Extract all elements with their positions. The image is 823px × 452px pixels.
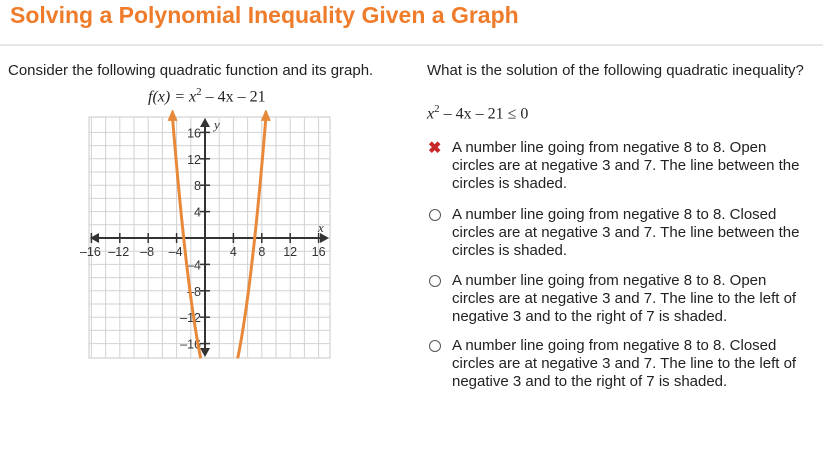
- inequality-lhs: x: [427, 105, 435, 123]
- y-tick-label: –16: [180, 337, 201, 352]
- function-exponent: 2: [196, 86, 202, 98]
- inequality-statement: [427, 103, 528, 123]
- answer-option-label: A number line going from negative 8 to 8. Closed circles are at negative 3 and 7. The line to the left of negative 3 and to the right of 7 is shaded.: [452, 337, 797, 390]
- incorrect-x-icon: ✖: [428, 140, 442, 157]
- answer-option-2[interactable]: [428, 206, 808, 260]
- radio-button-icon[interactable]: [429, 209, 441, 221]
- answer-option-label: A number line going from negative 8 to 8. Open circles are at negative 3 and 7. The line between the circles is shaded.: [452, 139, 800, 192]
- curve-left-arrow: [168, 110, 178, 121]
- y-tick-label: –12: [180, 311, 201, 326]
- x-tick-label: –4: [168, 245, 183, 259]
- y-tick-label: –4: [187, 258, 201, 273]
- curve-right-arrow: [261, 110, 271, 121]
- x-tick-label: 16: [311, 245, 326, 259]
- y-tick-label: 4: [194, 205, 201, 220]
- radio-button-icon[interactable]: [429, 340, 441, 352]
- left-question-prompt: Consider the following quadratic function and its graph.: [8, 62, 374, 79]
- page-title: Solving a Polynomial Inequality Given a Graph: [10, 2, 519, 28]
- x-tick-label: 4: [229, 245, 237, 259]
- x-tick-label: –16: [80, 245, 101, 259]
- radio-button-icon[interactable]: [429, 275, 441, 287]
- y-tick-label: 8: [194, 179, 201, 194]
- function-lhs: f(x) = x: [148, 88, 197, 106]
- x-axis-label: x: [318, 220, 324, 235]
- inequality-exponent: 2: [434, 103, 440, 115]
- y-tick-label: 12: [187, 152, 201, 167]
- answer-option-label: A number line going from negative 8 to 8. Open circles are at negative 3 and 7. The line to the left of negative 3 and to the right of 7 is shaded.: [452, 272, 797, 325]
- right-question-prompt: What is the solution of the following quadratic inequality?: [427, 62, 804, 79]
- x-tick-label: 8: [258, 245, 266, 259]
- y-axis-label: y: [214, 117, 220, 132]
- answer-option-3[interactable]: [428, 272, 808, 326]
- x-tick-label: –12: [108, 245, 130, 259]
- answer-option-label: A number line going from negative 8 to 8. Closed circles are at negative 3 and 7. The line between the circles is shaded.: [452, 206, 800, 259]
- x-tick-label: 12: [283, 245, 298, 259]
- function-rhs: – 4x – 21: [201, 88, 266, 106]
- answer-option-4[interactable]: [428, 337, 808, 391]
- function-definition: [148, 86, 266, 106]
- x-tick-label: –8: [140, 245, 155, 259]
- y-tick-label: –8: [187, 284, 201, 299]
- y-tick-label: 16: [187, 126, 201, 141]
- answer-option-1[interactable]: [428, 139, 808, 193]
- inequality-rhs: – 4x – 21 ≤ 0: [439, 105, 529, 123]
- quadratic-graph: [80, 110, 342, 362]
- page-header: [0, 0, 823, 46]
